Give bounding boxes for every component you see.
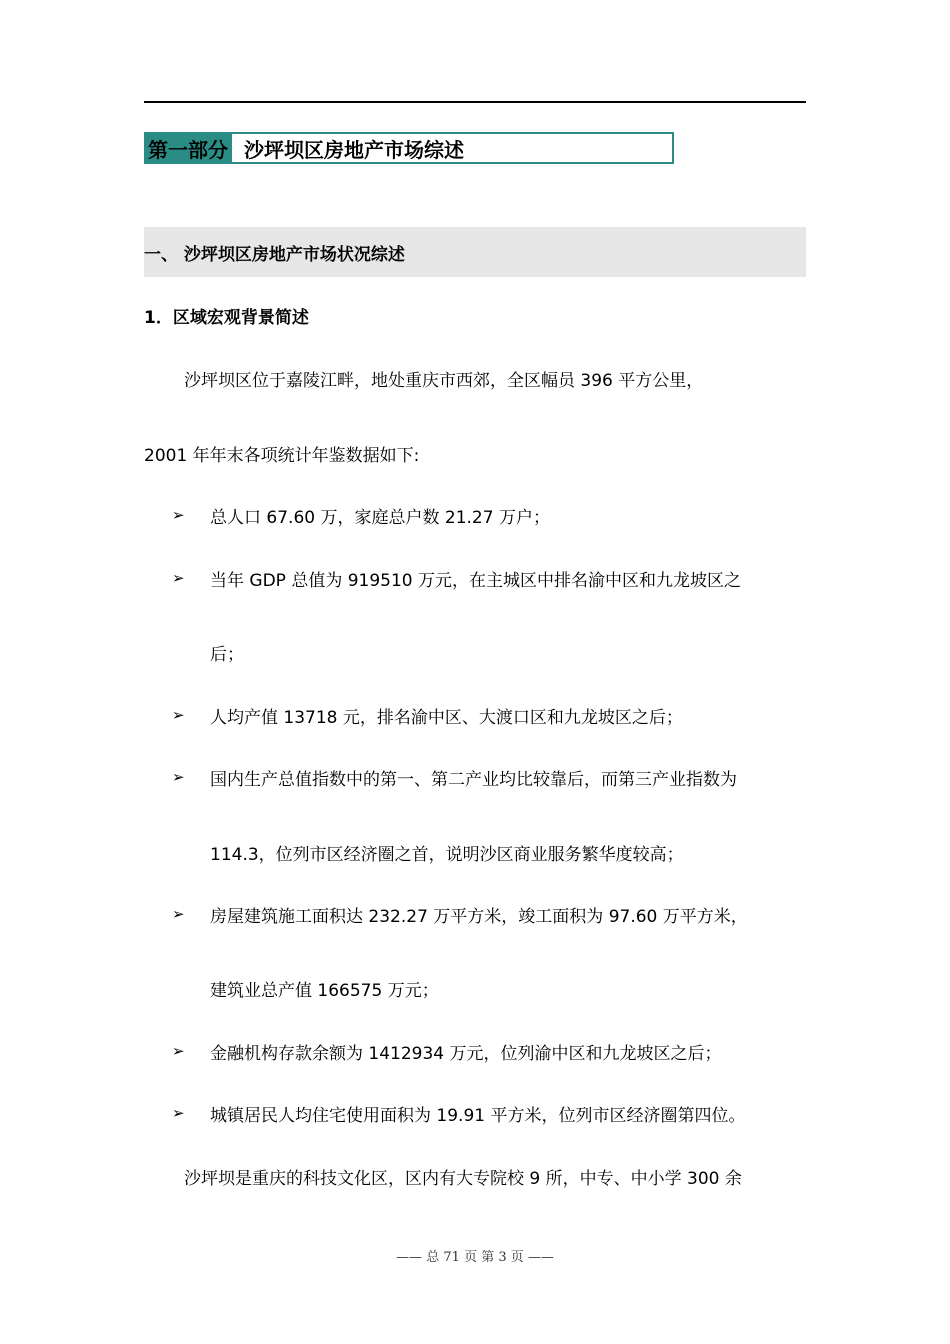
intro-line-1: 沙坪坝区位于嘉陵江畔，地处重庆市西郊，全区幅员 396 平方公里， <box>184 371 704 391</box>
section-heading: 一、 沙坪坝区房地产市场状况综述 <box>144 227 806 277</box>
bullet-arrow-icon: ➢ <box>172 706 185 724</box>
bullet-2-line-2: 后； <box>210 645 244 665</box>
bullet-7-line-1: 城镇居民人均住宅使用面积为 19.91 平方米，位列市区经济圈第四位。 <box>210 1106 746 1126</box>
bullet-5-line-1: 房屋建筑施工面积达 232.27 万平方米，竣工面积为 97.60 万平方米， <box>210 907 748 927</box>
bullet-1-line-1: 总人口 67.60 万，家庭总户数 21.27 万户； <box>210 508 550 528</box>
top-rule <box>144 101 806 103</box>
bullet-5-line-2: 建筑业总产值 166575 万元； <box>210 981 439 1001</box>
bullet-arrow-icon: ➢ <box>172 905 185 923</box>
bullet-arrow-icon: ➢ <box>172 768 185 786</box>
bullet-3-line-1: 人均产值 13718 元，排名渝中区、大渡口区和九龙坡区之后； <box>210 708 683 728</box>
part-label: 第一部分 <box>146 134 232 162</box>
bullet-arrow-icon: ➢ <box>172 506 185 524</box>
page-footer: —— 总 71 页 第 3 页 —— <box>396 1250 554 1265</box>
bullet-2-line-1: 当年 GDP 总值为 919510 万元，在主城区中排名渝中区和九龙坡区之 <box>210 571 742 591</box>
bullet-6-line-1: 金融机构存款余额为 1412934 万元，位列渝中区和九龙坡区之后； <box>210 1044 722 1064</box>
closing-line-1: 沙坪坝是重庆的科技文化区，区内有大专院校 9 所，中专、中小学 300 余 <box>184 1169 742 1189</box>
bullet-arrow-icon: ➢ <box>172 1104 185 1122</box>
subsection-heading: 1．区域宏观背景简述 <box>144 308 309 328</box>
intro-line-2: 2001 年年末各项统计年鉴数据如下: <box>144 446 420 466</box>
bullet-4-line-1: 国内生产总值指数中的第一、第二产业均比较靠后，而第三产业指数为 <box>210 770 737 790</box>
bullet-4-line-2: 114.3，位列市区经济圈之首，说明沙区商业服务繁华度较高； <box>210 845 684 865</box>
bullet-arrow-icon: ➢ <box>172 1042 185 1060</box>
bullet-arrow-icon: ➢ <box>172 569 185 587</box>
part-title: 沙坪坝区房地产市场综述 <box>244 137 464 162</box>
part-header <box>144 132 674 164</box>
